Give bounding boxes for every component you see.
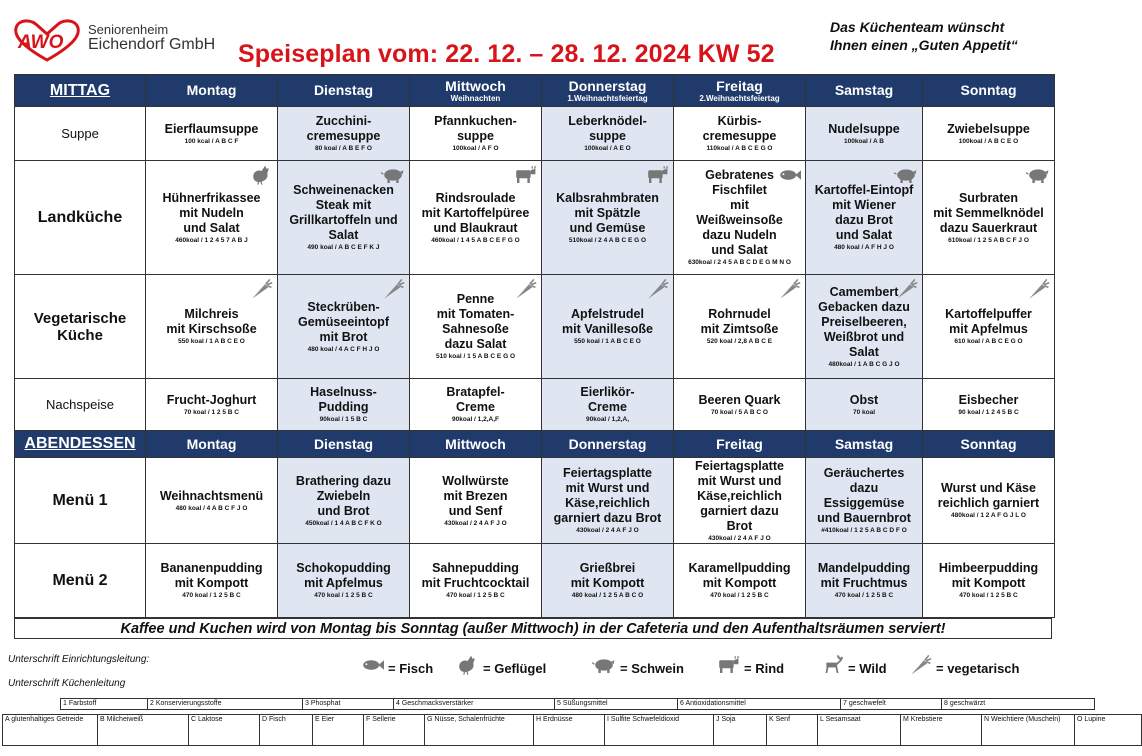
dish-info: 100koal / A B bbox=[844, 137, 884, 145]
signature-kitchen: Unterschrift Küchenleitung bbox=[8, 678, 126, 689]
dish-info: 510 koal / 1 5 A B C E G O bbox=[436, 353, 515, 360]
chicken-icon bbox=[455, 653, 479, 677]
dish-info: 470 koal / 1 2 5 B C bbox=[710, 592, 769, 599]
meal-cell bbox=[806, 544, 923, 618]
day-name: Sonntag bbox=[960, 82, 1017, 98]
meal-cell bbox=[410, 161, 542, 275]
meal-cell bbox=[674, 275, 806, 379]
additive-item: 8 geschwärzt bbox=[942, 699, 1095, 710]
pig-icon bbox=[592, 653, 616, 677]
day-header-2 bbox=[410, 75, 542, 107]
meal-cell bbox=[146, 458, 278, 544]
day-name: Mittwoch bbox=[445, 77, 506, 94]
dish-name: Feiertagsplatte mit Wurst und Käse,reichlich garniert dazu Brot bbox=[553, 466, 662, 525]
allergen-item: N Weichtiere (Muscheln) bbox=[982, 715, 1075, 746]
dish-info: 480 koal / 1 2 5 A B C O bbox=[571, 592, 644, 599]
meal-cell bbox=[410, 544, 542, 618]
allergen-item: F Sellerie bbox=[364, 715, 425, 746]
meal-cell bbox=[923, 107, 1055, 161]
allergen-item: G Nüsse, Schalenfrüchte bbox=[425, 715, 534, 746]
legend-label: = Fisch bbox=[388, 661, 434, 676]
legend-label: = Wild bbox=[848, 661, 887, 676]
signature-management: Unterschrift Einrichtungsleitung: bbox=[8, 654, 150, 665]
dish-name: Penne mit Tomaten- Sahnesoße dazu Salat bbox=[436, 292, 515, 351]
dish-name: Gebratenes Fischfilet mit Weißweinsoße dazu Nudeln und Salat bbox=[696, 168, 783, 257]
meal-cell bbox=[806, 275, 923, 379]
meal-cell bbox=[923, 458, 1055, 544]
coffee-note: Kaffee und Kuchen wird von Montag bis Sonntag (außer Mittwoch) in der Cafeteria und den Aufenthaltsräumen serviert! bbox=[14, 618, 1052, 639]
dish-name: Bratapfel- Creme bbox=[446, 385, 505, 414]
day-header-1 bbox=[278, 75, 410, 107]
day-name: Donnerstag bbox=[568, 77, 647, 94]
org-line1: Seniorenheim bbox=[88, 22, 169, 37]
carrot-icon bbox=[645, 277, 669, 301]
day-name: Dienstag bbox=[313, 82, 374, 98]
mittag-header-row bbox=[15, 75, 1055, 107]
additives-table bbox=[60, 698, 1095, 710]
additive-item: 2 Konservierungsstoffe bbox=[148, 699, 303, 710]
chicken-icon bbox=[249, 163, 273, 187]
allergens-table bbox=[2, 714, 1142, 746]
allergen-item: I Sulfite Schwefeldioxid bbox=[605, 715, 714, 746]
row-label: Suppe bbox=[15, 107, 146, 161]
dish-name: Kürbis- cremesuppe bbox=[702, 114, 777, 143]
dish-info: 100koal / A F O bbox=[452, 145, 499, 152]
meal-icon-wrap bbox=[381, 163, 405, 192]
row-label: Nachspeise bbox=[15, 379, 146, 431]
meal-cell bbox=[542, 379, 674, 431]
day-name: Montag bbox=[186, 435, 237, 452]
meal-cell bbox=[923, 161, 1055, 275]
carrot-icon bbox=[513, 277, 537, 301]
pig-icon bbox=[381, 163, 405, 187]
deer-icon bbox=[820, 653, 844, 677]
menu-row bbox=[15, 275, 1055, 379]
additive-item: 5 Süßungsmittel bbox=[555, 699, 678, 710]
meal-icon-wrap bbox=[894, 277, 918, 306]
dish-name: Frucht-Joghurt bbox=[166, 392, 257, 407]
dish-name: Wurst und Käse reichlich garniert bbox=[937, 481, 1040, 510]
meal-cell bbox=[674, 379, 806, 431]
meal-cell bbox=[806, 379, 923, 431]
dish-name: Kartoffelpuffer mit Apfelmus bbox=[945, 307, 1032, 336]
day-header-6 bbox=[923, 75, 1055, 107]
dish-name: Eierflaumsuppe bbox=[164, 121, 259, 136]
allergen-item: H Erdnüsse bbox=[534, 715, 605, 746]
day-subtitle: 2.Weihnachtsfeiertag bbox=[699, 93, 780, 103]
dish-name: Eisbecher bbox=[958, 392, 1019, 407]
day-header-4 bbox=[674, 75, 806, 107]
legend-label: = Geflügel bbox=[483, 661, 547, 676]
dish-info: 470 koal / 1 2 5 B C bbox=[834, 592, 894, 599]
awo-logo bbox=[12, 18, 232, 68]
day-name: Mittwoch bbox=[445, 435, 506, 452]
dish-name: Haselnuss- Pudding bbox=[310, 385, 377, 414]
allergen-item: O Lupine bbox=[1075, 715, 1142, 746]
menu-row bbox=[15, 458, 1055, 544]
meal-icon-wrap bbox=[1026, 163, 1050, 192]
carrot-icon bbox=[908, 653, 932, 677]
meal-cell bbox=[923, 275, 1055, 379]
dish-info: 90koal / 1,2,A, bbox=[586, 416, 629, 423]
day-name: Dienstag bbox=[313, 435, 374, 452]
meal-icon-wrap bbox=[1026, 277, 1050, 306]
dish-name: Weihnachtsmenü bbox=[159, 488, 264, 503]
meal-cell bbox=[278, 107, 410, 161]
dish-name: Bananenpudding mit Kompott bbox=[160, 561, 263, 590]
menu-row bbox=[15, 107, 1055, 161]
day-header-evening-5 bbox=[806, 431, 923, 458]
allergen-item: A glutenhaltiges Getreide bbox=[3, 715, 98, 746]
dish-info: #410koal / 1 2 5 A B C D F O bbox=[821, 527, 907, 534]
dish-info: 480 koal / 4 A C F H J O bbox=[307, 345, 380, 353]
dish-name: Karamellpudding mit Kompott bbox=[688, 561, 791, 590]
row-label: Vegetarische Küche bbox=[15, 275, 146, 379]
meal-icon-wrap bbox=[513, 163, 537, 192]
dish-name: Camembert Gebacken dazu Preiselbeeren, Weißbrot und Salat bbox=[818, 284, 910, 359]
dish-name: Leberknödel- suppe bbox=[568, 114, 647, 143]
additive-item: 6 Antioxidationsmittel bbox=[678, 699, 841, 710]
dish-info: 610 koal / A B C E G O bbox=[954, 338, 1023, 345]
dish-info: 550 koal / 1 A B C E O bbox=[574, 338, 641, 345]
dish-info: 70 koal bbox=[852, 408, 876, 416]
meal-cell bbox=[542, 544, 674, 618]
org-line2: Eichendorf GmbH bbox=[88, 36, 216, 53]
meal-cell bbox=[542, 275, 674, 379]
day-subtitle: Weihnachten bbox=[450, 93, 501, 103]
dish-info: 70 koal / 1 2 5 B C bbox=[184, 408, 239, 416]
meal-icon-wrap bbox=[894, 163, 918, 192]
greeting-line2: Ihnen einen „Guten Appetit“ bbox=[830, 37, 1018, 53]
dish-info: 430koal / 2 4 A F J O bbox=[708, 534, 771, 542]
day-name: Samstag bbox=[834, 82, 894, 98]
dish-name: Himbeerpudding mit Kompott bbox=[938, 561, 1039, 590]
row-label: Menü 1 bbox=[15, 458, 146, 544]
dish-name: Obst bbox=[849, 392, 879, 407]
dish-name: Beeren Quark bbox=[698, 392, 781, 407]
meal-icon-wrap bbox=[513, 277, 537, 306]
pig-icon bbox=[1026, 163, 1050, 187]
dish-info: 90koal / 1 5 B C bbox=[319, 416, 368, 423]
cow-icon bbox=[716, 653, 740, 677]
additive-item: 4 Geschmacksverstärker bbox=[394, 699, 555, 710]
meal-cell bbox=[278, 275, 410, 379]
meal-cell bbox=[542, 107, 674, 161]
dish-name: Pfannkuchen- suppe bbox=[434, 114, 517, 143]
dish-name: Geräuchertes dazu Essiggemüse und Bauernbrot bbox=[817, 466, 911, 525]
allergen-item: L Sesamsaat bbox=[818, 715, 901, 746]
dish-name: Rohrnudel mit Zimtsoße bbox=[700, 307, 779, 336]
dish-info: 510koal / 2 4 A B C E G O bbox=[568, 236, 647, 244]
section-label-mittag: MITTAG bbox=[15, 75, 146, 107]
day-header-evening-6 bbox=[923, 431, 1055, 458]
meal-cell bbox=[146, 544, 278, 618]
allergen-item: B Milcheiweiß bbox=[98, 715, 189, 746]
dish-name: Mandelpudding mit Fruchtmus bbox=[817, 561, 911, 590]
day-name: Donnerstag bbox=[568, 435, 647, 452]
additive-item: 1 Farbstoff bbox=[61, 699, 148, 710]
day-header-evening-1 bbox=[278, 431, 410, 458]
dish-info: 100 kcal / A B C F bbox=[184, 137, 239, 145]
dish-name: Surbraten mit Semmelknödel dazu Sauerkraut bbox=[933, 190, 1044, 235]
dish-info: 80 koal / A B E F O bbox=[315, 145, 372, 152]
dish-name: Nudelsuppe bbox=[828, 121, 900, 136]
dish-info: 470 koal / 1 2 5 B C bbox=[959, 592, 1018, 599]
section-label-abendessen: ABENDESSEN bbox=[15, 431, 146, 458]
carrot-icon bbox=[777, 277, 801, 301]
allergen-item: K Senf bbox=[767, 715, 818, 746]
meal-cell bbox=[278, 379, 410, 431]
day-header-3 bbox=[542, 75, 674, 107]
dish-name: Brathering dazu Zwiebeln und Brot bbox=[295, 473, 392, 518]
day-header-evening-3 bbox=[542, 431, 674, 458]
meal-cell bbox=[923, 379, 1055, 431]
dish-name: Sahnepudding mit Fruchtcocktail bbox=[421, 561, 530, 590]
dish-info: 480koal / 1 2 A F G J L O bbox=[951, 512, 1026, 519]
day-subtitle: 1.Weihnachtsfeiertag bbox=[567, 93, 648, 103]
logo-text: AWO bbox=[18, 32, 64, 53]
allergen-item: E Eier bbox=[313, 715, 364, 746]
dish-info: 470 koal / 1 2 5 B C bbox=[182, 592, 241, 599]
dish-info: 100koal / A E O bbox=[584, 145, 631, 152]
meal-cell bbox=[674, 107, 806, 161]
day-header-0 bbox=[146, 75, 278, 107]
dish-name: Eierlikör- Creme bbox=[580, 385, 635, 414]
meal-cell bbox=[278, 161, 410, 275]
cow-icon bbox=[513, 163, 537, 187]
additive-item: 7 geschwefelt bbox=[841, 699, 942, 710]
meal-cell bbox=[674, 458, 806, 544]
dish-name: Schweinenacken Steak mit Grillkartoffeln und Salat bbox=[289, 183, 398, 242]
meal-cell bbox=[674, 544, 806, 618]
dish-name: Schokopudding mit Apfelmus bbox=[296, 561, 391, 590]
dish-name: Wollwürste mit Brezen und Senf bbox=[442, 473, 509, 518]
abendessen-header-row bbox=[15, 431, 1055, 458]
meal-cell bbox=[542, 458, 674, 544]
carrot-icon bbox=[1026, 277, 1050, 301]
dish-info: 90koal / 1,2,A,F bbox=[452, 416, 499, 423]
dish-name: Kalbsrahmbraten mit Spätzle und Gemüse bbox=[556, 190, 659, 235]
dish-info: 450koal / 1 4 A B C F K O bbox=[305, 519, 382, 527]
meal-icon-wrap bbox=[249, 163, 273, 192]
meal-cell bbox=[674, 161, 806, 275]
dish-info: 430koal / 2 4 A F J O bbox=[444, 519, 507, 527]
dish-name: Feiertagsplatte mit Wurst und Käse,reichlich garniert dazu Brot bbox=[695, 458, 784, 533]
day-name: Sonntag bbox=[960, 435, 1017, 452]
cow-icon bbox=[645, 163, 669, 187]
meal-cell bbox=[410, 275, 542, 379]
row-label: Landküche bbox=[15, 161, 146, 275]
meal-cell bbox=[410, 107, 542, 161]
allergen-item: J Soja bbox=[714, 715, 767, 746]
day-header-evening-4 bbox=[674, 431, 806, 458]
greeting bbox=[830, 18, 1018, 54]
dish-info: 460koal / 1 2 4 5 7 A B J bbox=[175, 236, 248, 244]
meal-cell bbox=[278, 544, 410, 618]
meal-cell bbox=[410, 458, 542, 544]
meal-cell bbox=[146, 161, 278, 275]
dish-name: Grießbrei mit Kompott bbox=[570, 561, 645, 590]
carrot-icon bbox=[894, 277, 918, 301]
dish-name: Kartoffel-Eintopf mit Wiener dazu Brot und Salat bbox=[814, 183, 914, 242]
meal-cell bbox=[542, 161, 674, 275]
day-name: Freitag bbox=[716, 77, 763, 94]
dish-info: 110koal / A B C E G O bbox=[706, 145, 773, 152]
pig-icon bbox=[894, 163, 918, 187]
dish-info: 550 koal / 1 A B C E O bbox=[178, 338, 245, 345]
dish-name: Hühnerfrikassee mit Nudeln und Salat bbox=[162, 190, 261, 235]
dish-info: 460koal / 1 4 5 A B C E F G O bbox=[431, 236, 520, 244]
meal-cell bbox=[278, 458, 410, 544]
dish-name: Apfelstrudel mit Vanillesoße bbox=[561, 307, 653, 336]
dish-name: Zwiebelsuppe bbox=[947, 121, 1030, 136]
menu-row bbox=[15, 379, 1055, 431]
dish-name: Rindsroulade mit Kartoffelpüree und Blaukraut bbox=[421, 190, 530, 235]
meal-cell bbox=[146, 379, 278, 431]
menu-table bbox=[14, 74, 1055, 618]
dish-info: 470 koal / 1 2 5 B C bbox=[446, 592, 505, 599]
day-name: Montag bbox=[186, 82, 237, 98]
dish-name: Steckrüben- Gemüseeintopf mit Brot bbox=[298, 299, 389, 344]
dish-info: 480koal / 1 A B C G J O bbox=[828, 360, 900, 368]
allergen-item: C Laktose bbox=[189, 715, 260, 746]
dish-info: 70 koal / 5 A B C O bbox=[711, 408, 768, 416]
day-name: Samstag bbox=[834, 435, 894, 452]
allergen-item: D Fisch bbox=[260, 715, 313, 746]
dish-info: 100koal / A B C E O bbox=[958, 137, 1019, 145]
day-header-evening-0 bbox=[146, 431, 278, 458]
meal-icon-wrap bbox=[645, 277, 669, 306]
day-header-evening-2 bbox=[410, 431, 542, 458]
dish-info: 490 koal / A B C E F K J bbox=[307, 244, 380, 251]
meal-cell bbox=[806, 161, 923, 275]
additive-item: 3 Phosphat bbox=[303, 699, 394, 710]
day-header-5 bbox=[806, 75, 923, 107]
meal-icon-wrap bbox=[645, 163, 669, 192]
legend-label: = vegetarisch bbox=[936, 661, 1020, 676]
meal-icon-wrap bbox=[249, 277, 273, 306]
legend-label: = Rind bbox=[744, 661, 785, 676]
fish-icon bbox=[360, 653, 384, 677]
fish-icon bbox=[777, 163, 801, 187]
dish-name: Milchreis mit Kirschsoße bbox=[166, 307, 257, 336]
meal-cell bbox=[410, 379, 542, 431]
meal-cell bbox=[923, 544, 1055, 618]
dish-info: 610koal / 1 2 5 A B C F J O bbox=[948, 236, 1029, 244]
meal-cell bbox=[806, 107, 923, 161]
carrot-icon bbox=[249, 277, 273, 301]
greeting-line1: Das Küchenteam wünscht bbox=[830, 19, 1005, 35]
menu-row bbox=[15, 544, 1055, 618]
dish-info: 520 koal / 2,8 A B C E bbox=[706, 338, 773, 345]
allergen-item: M Krebstiere bbox=[901, 715, 982, 746]
dish-info: 480 koal / 4 A B C F J O bbox=[175, 504, 248, 512]
page-title: Speiseplan vom: 22. 12. – 28. 12. 2024 KW 52 bbox=[238, 40, 775, 68]
dish-info: 630koal / 2 4 5 A B C D E G M N O bbox=[688, 259, 791, 266]
meal-cell bbox=[146, 275, 278, 379]
dish-info: 430koal / 2 4 A F J O bbox=[576, 527, 639, 534]
meal-icon-wrap bbox=[777, 277, 801, 306]
legend-label: = Schwein bbox=[620, 661, 684, 676]
dish-info: 480 koal / A F H J O bbox=[834, 244, 894, 251]
meal-icon-wrap bbox=[381, 277, 405, 306]
dish-info: 90 koal / 1 2 4 5 B C bbox=[958, 408, 1019, 416]
row-label: Menü 2 bbox=[15, 544, 146, 618]
dish-name: Zucchini- cremesuppe bbox=[306, 114, 381, 143]
day-name: Freitag bbox=[716, 435, 763, 452]
carrot-icon bbox=[381, 277, 405, 301]
menu-row bbox=[15, 161, 1055, 275]
meal-cell bbox=[806, 458, 923, 544]
meal-icon-wrap bbox=[777, 163, 801, 192]
dish-info: 470 koal / 1 2 5 B C bbox=[314, 592, 373, 599]
meal-cell bbox=[146, 107, 278, 161]
